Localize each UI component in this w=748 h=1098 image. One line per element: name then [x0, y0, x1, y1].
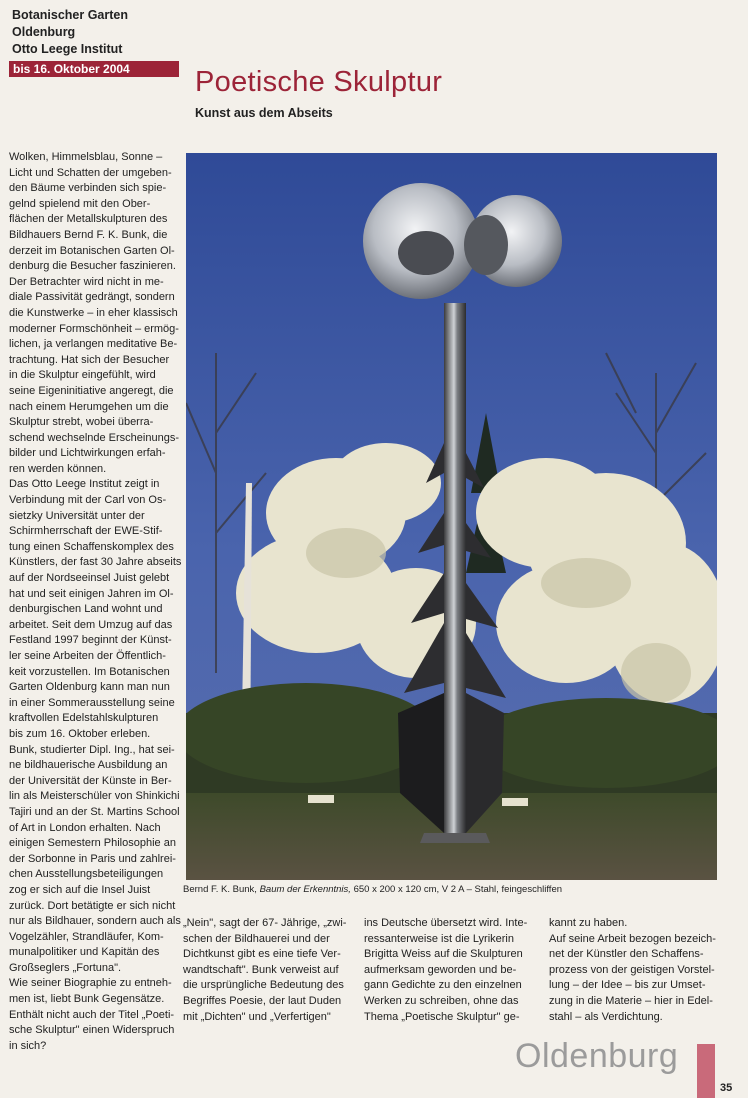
article-text-3: ins Deutsche übersetzt wird. Inte- ressanterweise ist die Lyrikerin Brigitta Weiss auf die Skulpturen aufmerksam geworden und be- gann Gedichte zu den einzelnen Werken zu schreiben, ohne das Thema „Poetische Skulptur" ge- — [364, 917, 528, 1023]
article-column-2 — [183, 916, 355, 1025]
sculpture-photo — [186, 153, 717, 880]
venue-line-garden: Botanischer Garten — [12, 8, 129, 22]
article-text-2: „Nein", sagt der 67- Jährige, „zwi- schen der Bildhauerei und der Dichtkunst gibt es eine tiefe Ver- wandtschaft". Bunk verweist auf die ursprüngliche Bedeutung des Begriffes Poesie, der laut Duden mit „Dichten" und „Verfertigen" — [183, 917, 347, 1023]
footer-accent-bar — [697, 1044, 715, 1098]
article-column-3 — [364, 916, 540, 1025]
venue-line-city: Oldenburg — [12, 25, 76, 39]
sculpture-photo-graphic — [186, 153, 717, 880]
article-column-4 — [549, 916, 719, 1025]
caption-work-title: Baum der Erkenntnis, — [259, 884, 351, 895]
page-subtitle: Kunst aus dem Abseits — [195, 106, 333, 120]
article-text-1: Wolken, Himmelsblau, Sonne – Licht und Schatten der umgeben- den Bäume verbinden sich spie- gelnd spielend mit den Ober- flächen der Metallskulpturen des Bildhauers Bernd F. K. Bunk, die derzeit im Botanischen Garten Ol- denburg die Besucher faszinieren. Der Betrachter wird nicht in me- diale Passivität gedrängt, sondern die Kunstwerke – in eher klassisch moderner Formschönheit – ermög- lichen, ja verlangen meditative Be- trachtung. Hat sich der Besucher in die Skulptur eingefühlt, wird seine Eigeninitiative angeregt, die nach einem Herumgehen um die Skulptur strebt, wobei überra- schend wechselnde Erscheinungs- bilder und Lichtwirkungen erfah- ren werden können. Das Otto Leege Institut zeigt in Verbindung mit der Carl von Os- sietzky Universität unter der Schirmherrschaft der EWE-Stif- tung einen Schaffenskomplex des Künstlers, der fast 30 Jahre abseits auf der Nordseeinsel Juist gelebt hat und seit einigen Jahren im Ol- denburgischen Land wohnt und arbeitet. Seit dem Umzug auf das Festland 1997 beginnt der Künst- ler seine Arbeiten der Öffentlich- keit vorzustellen. Im Botanischen Garten Oldenburg kann man nun in einer Sommerausstellung seine kraftvollen Edelstahlskulpturen bis zum 16. Oktober erleben. Bunk, studierter Dipl. Ing., hat sei- ne bildhauerische Ausbildung an der Universität der Künste in Ber- lin als Meisterschüler von Shinkichi Tajiri und an der St. Martins School of Art in London erhalten. Nach einigen Semestern Philosophie an der Sorbonne in Paris und zahlrei- chen Ausstellungsbeteiligungen zog er sich auf die Insel Juist zurück. Dort betätigte er sich nicht nur als Bildhauer, sondern auch als Vogelzähler, Strandläufer, Kom- munalpolitiker und Kapitän des Großseglers „Fortuna". Wie seiner Biographie zu entneh- men ist, liebt Bunk Gegensätze. Enthält nicht auch der Titel „Poeti- sche Skulptur" einen Widerspruch in sich? — [9, 151, 182, 1052]
article-column-1 — [9, 150, 189, 1054]
venue-block — [12, 7, 128, 58]
caption-artist: Bernd F. K. Bunk, — [183, 884, 257, 895]
venue-line-institute: Otto Leege Institut — [12, 42, 123, 56]
page-number: 35 — [720, 1082, 733, 1094]
page-title: Poetische Skulptur — [195, 66, 443, 98]
section-footer-word: Oldenburg — [515, 1037, 679, 1075]
article-text-4: kannt zu haben. Auf seine Arbeit bezogen bezeich- net der Künstler den Schaffens- prozess von der geistigen Vorstel- lung – der Idee – bis zur Umset- zung in die Materie – hier in Edel- stahl – als Verdichtung. — [549, 917, 716, 1023]
date-banner: bis 16. Oktober 2004 — [9, 61, 179, 77]
photo-caption — [183, 884, 562, 895]
caption-details: 650 x 200 x 120 cm, V 2 A – Stahl, feingeschliffen — [353, 884, 563, 895]
